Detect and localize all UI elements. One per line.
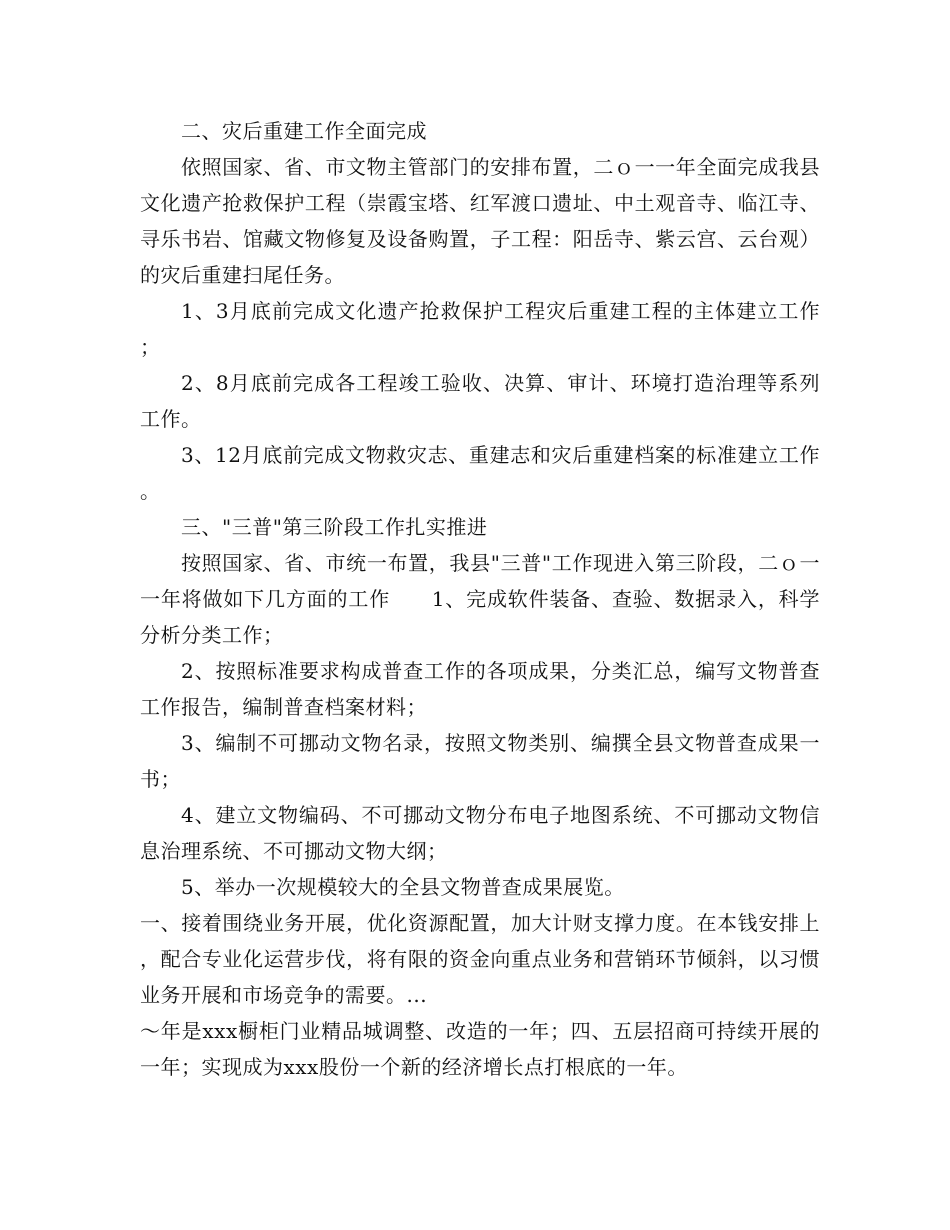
- paragraph-census-overview: 按照国家、省、市统一布置，我县"三普"工作现进入第三阶段，二ｏ一一年将做如下几方面的工作 1、完成软件装备、查验、数据录入，科学分析分类工作；: [140, 551, 820, 647]
- section-heading-disaster-reconstruction: 二、灾后重建工作全面完成: [181, 119, 427, 143]
- list-item-census-4: 4、建立文物编码、不可挪动文物分布电子地图系统、不可挪动文物信息治理系统、不可挪动文物大纲；: [140, 803, 820, 863]
- list-item-census-2: 2、按照标准要求构成普查工作的各项成果，分类汇总，编写文物普查工作报告，编制普查档案材料；: [140, 659, 820, 719]
- paragraph-reconstruction-overview: 依照国家、省、市文物主管部门的安排布置，二ｏ一一年全面完成我县文化遗产抢救保护工程（崇霞宝塔、红军渡口遗址、中土观音寺、临江寺、寻乐书岩、馆藏文物修复及设备购置，子工程：阳岳寺、紫云宫、云台观）的灾后重建扫尾任务。: [140, 155, 820, 287]
- list-item-august: 2、8月底前完成各工程竣工验收、决算、审计、环境打造治理等系列工作。: [140, 371, 820, 431]
- list-item-december: 3、12月底前完成文物救灾志、重建志和灾后重建档案的标准建立工作。: [140, 443, 820, 503]
- paragraph-year-summary: ～年是xxx橱柜门业精品城调整、改造的一年；四、五层招商可持续开展的一年；实现成为xxx股份一个新的经济增长点打根底的一年。: [140, 1019, 820, 1079]
- list-item-census-5: 5、举办一次规模较大的全县文物普查成果展览。: [181, 875, 625, 899]
- list-item-census-3: 3、编制不可挪动文物名录，按照文物类别、编撰全县文物普查成果一书；: [140, 731, 820, 791]
- paragraph-resource-allocation: 一、接着围绕业务开展，优化资源配置，加大计财支撑力度。在本钱安排上，配合专业化运营步伐，将有限的资金向重点业务和营销环节倾斜，以习惯业务开展和市场竞争的需要。...: [140, 911, 820, 1007]
- list-item-march: 1、3月底前完成文化遗产抢救保护工程灾后重建工程的主体建立工作；: [140, 299, 820, 359]
- document-body: [140, 113, 820, 1085]
- section-heading-third-census: 三、"三普"第三阶段工作扎实推进: [181, 515, 488, 539]
